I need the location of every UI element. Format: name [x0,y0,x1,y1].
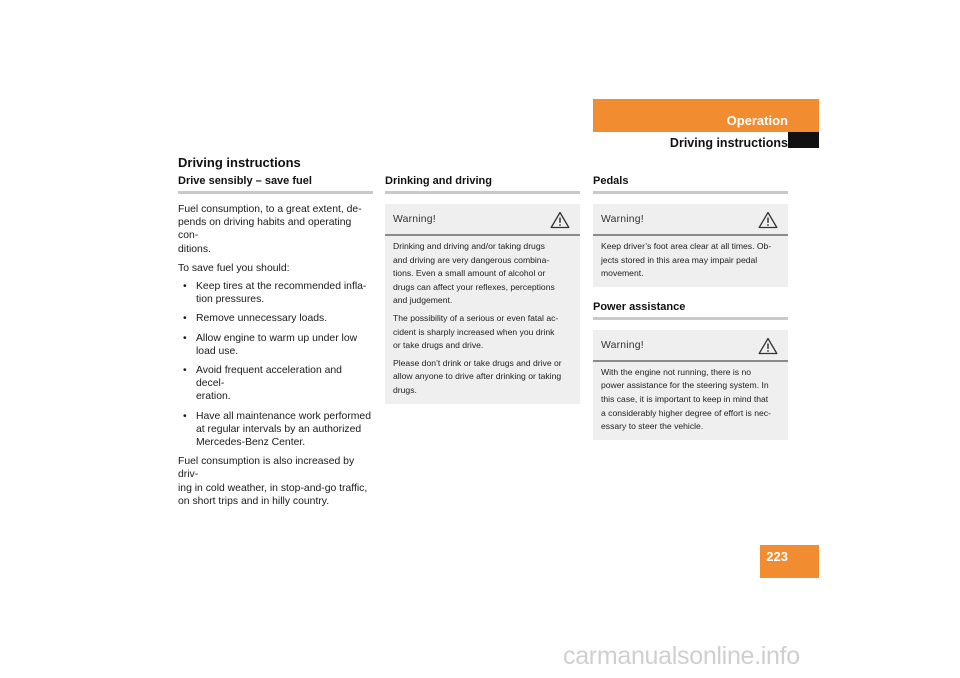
list-item [178,410,373,450]
warning-header [593,330,788,362]
text-line: Fuel consumption is also increased by driv- [178,456,355,481]
section-heading-pedals: Pedals [593,175,788,194]
page-number: 223 [766,549,788,564]
text-line: ing in cold weather, in stop-and-go traffic, [178,482,368,494]
text-line: The possibility of a serious or even fatal ac- [393,312,559,323]
text-line: Keep driver’s foot area clear at all times. Ob- [601,241,772,251]
text-line: Have all maintenance work performed [196,410,371,422]
warning-paragraph [601,240,780,281]
warning-paragraph [601,366,780,434]
text-line: a considerably higher degree of effort is nec- [601,407,771,418]
warning-triangle-icon [758,337,778,355]
text-line: Avoid frequent acceleration and decel- [196,365,342,390]
warning-paragraph [393,357,572,398]
text-line: or take drugs and drive. [393,340,484,351]
warning-header [385,204,580,236]
text-line: and driving are very dangerous combina- [393,254,550,265]
text-line: allow anyone to drive after drinking or taking [393,371,562,382]
warning-label: Warning! [601,339,644,351]
section-heading-drinking: Drinking and driving [385,175,580,194]
text-line: Keep tires at the recommended infla- [196,281,367,293]
text-line: ditions. [178,243,211,255]
text-line: Remove unnecessary loads. [196,313,328,325]
text-line: jects stored in this area may impair pedal [601,254,758,265]
warning-header [593,204,788,236]
list-item [178,312,373,325]
text-line: Fuel consumption, to a great extent, de- [178,204,362,215]
text-line: power assistance for the steering system. In [601,380,769,391]
text-line: drugs. [393,384,417,395]
warning-box-pedals [593,204,788,287]
text-line: drugs can affect your reflexes, perceptions [393,281,555,292]
list-item [178,364,373,404]
column-pedals-power [593,175,788,440]
text-line: eration. [196,391,231,403]
text-line: at regular intervals by an authorized [196,423,362,435]
text-line: cident is sharply increased when you drink [393,326,555,337]
header-black-marker [788,132,819,148]
header-section-title: Operation [726,113,788,128]
column-drinking [385,175,580,404]
warning-paragraph [393,240,572,308]
text-line: movement. [601,268,644,279]
page-title: Driving instructions [178,155,301,170]
text-line: load use. [196,345,239,357]
text-line: Allow engine to warm up under low [196,332,358,344]
section-heading-power-assistance: Power assistance [593,301,788,320]
text-line: pends on driving habits and operating con- [178,217,352,242]
warning-triangle-icon [758,211,778,229]
text-line: tions. Even a small amount of alcohol or [393,268,546,279]
warning-box-drinking [385,204,580,404]
text-line: Please don’t drink or take drugs and drive or [393,357,562,368]
list-item [178,280,373,306]
fuel-outro [178,455,373,508]
watermark-text: carmanualsonline.info [563,642,800,670]
text-line: Drinking and driving and/or taking drugs [393,241,545,251]
fuel-intro [178,203,373,256]
warning-body [593,362,788,440]
text-line: essary to steer the vehicle. [601,421,704,432]
page-number-tab [760,545,819,578]
header-subsection-title: Driving instructions [669,136,788,150]
warning-triangle-icon [550,211,570,229]
text-line: tion pressures. [196,294,265,306]
text-line: and judgement. [393,295,453,306]
warning-box-power [593,330,788,440]
text-line: Mercedes-Benz Center. [196,437,306,449]
text-line: on short trips and in hilly country. [178,495,330,507]
header-orange-bar [593,99,819,132]
section-heading-fuel: Drive sensibly – save fuel [178,175,373,194]
warning-body [385,236,580,404]
fuel-lead: To save fuel you should: [178,262,290,274]
warning-paragraph [393,312,572,353]
fuel-tips-list [178,280,373,449]
header-tab [593,99,819,154]
column-fuel [178,175,373,508]
list-item [178,332,373,358]
warning-label: Warning! [393,214,436,225]
text-line: this case, it is important to keep in mind that [601,393,769,404]
warning-label: Warning! [601,214,644,225]
warning-body [593,236,788,287]
text-line: With the engine not running, there is no [601,366,752,377]
